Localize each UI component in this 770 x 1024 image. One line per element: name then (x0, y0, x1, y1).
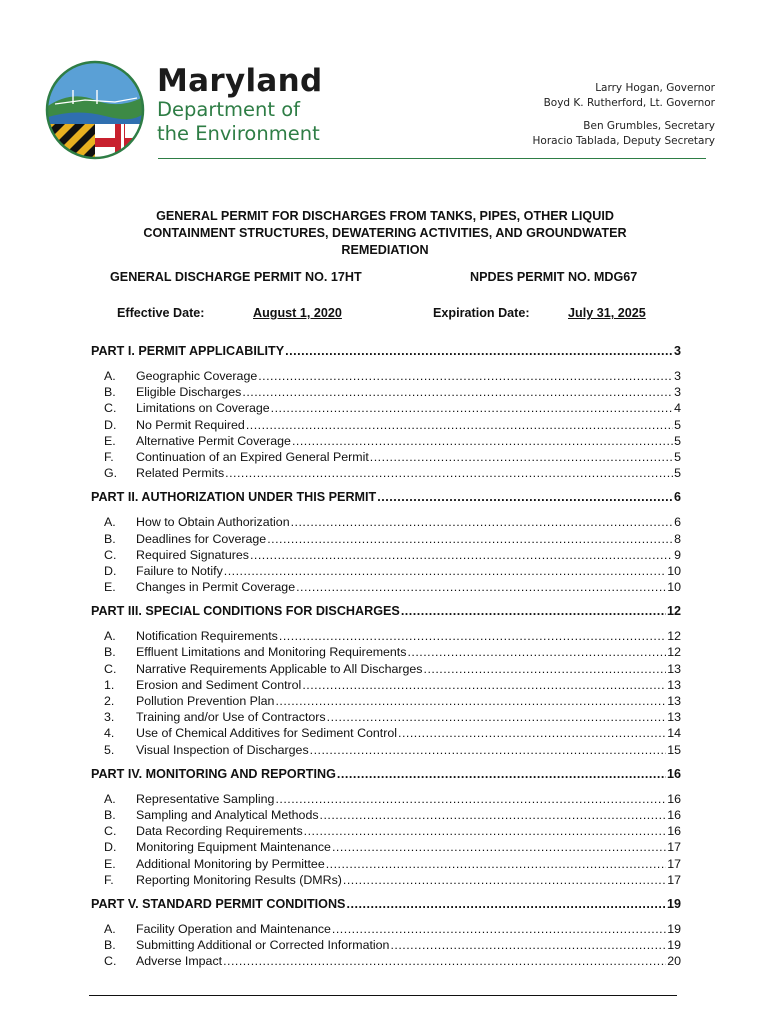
toc-leader-dots (304, 824, 667, 838)
toc-entry-label: Eligible Discharges (136, 385, 242, 400)
toc-entry[interactable] (91, 743, 681, 759)
toc-entry[interactable] (91, 662, 681, 678)
agency-state: Maryland (157, 63, 323, 99)
toc-page-number: 14 (667, 726, 681, 741)
toc-entry-label: Limitations on Coverage (136, 401, 270, 416)
toc-part-heading[interactable] (91, 604, 681, 621)
toc-entry[interactable] (91, 857, 681, 873)
toc-page-number: 19 (667, 921, 681, 936)
lt-governor: Boyd K. Rutherford, Lt. Governor (543, 96, 715, 109)
title-line-3: REMEDIATION (341, 243, 429, 257)
toc-entry[interactable] (91, 450, 681, 466)
toc-page-number: 10 (667, 563, 681, 578)
toc-entry-letter: A. (104, 629, 116, 644)
toc-leader-dots (225, 466, 673, 480)
toc-entry-letter: F. (104, 872, 114, 887)
toc-leader-dots (332, 922, 666, 936)
toc-entry[interactable] (91, 645, 681, 661)
toc-entry-letter: 3. (104, 710, 115, 725)
toc-entry-label: How to Obtain Authorization (136, 515, 290, 530)
toc-page-number: 6 (674, 515, 681, 530)
toc-leader-dots (326, 857, 666, 871)
toc-entry-label: Visual Inspection of Discharges (136, 742, 309, 757)
toc-leader-dots (267, 532, 673, 546)
toc-page-number: 13 (667, 677, 681, 692)
toc-entry[interactable] (91, 678, 681, 694)
toc-leader-dots (246, 418, 673, 432)
toc-entry[interactable] (91, 938, 681, 954)
toc-entry[interactable] (91, 629, 681, 645)
toc-entry[interactable] (91, 922, 681, 938)
toc-page-number: 13 (667, 694, 681, 708)
toc-page-number: 17 (667, 840, 681, 855)
title-line-1: GENERAL PERMIT FOR DISCHARGES FROM TANKS, PIPES, OTHER LIQUID (156, 209, 614, 223)
toc-leader-dots (398, 726, 666, 740)
toc-entry-letter: F. (104, 449, 114, 464)
toc-page-number: 3 (674, 385, 681, 400)
toc-entry-label: Continuation of an Expired General Permit (136, 449, 369, 464)
toc-part-title: PART II. AUTHORIZATION UNDER THIS PERMIT (91, 490, 377, 505)
toc-leader-dots (258, 369, 673, 383)
effective-date: August 1, 2020 (253, 306, 342, 320)
toc-page-number: 3 (673, 344, 681, 358)
toc-entry[interactable] (91, 548, 681, 564)
npdes-permit-number: NPDES PERMIT NO. MDG67 (470, 270, 638, 284)
toc-entry-label: Deadlines for Coverage (136, 531, 267, 546)
toc-entry[interactable] (91, 401, 681, 417)
toc-entry-label: Alternative Permit Coverage (136, 433, 291, 448)
toc-entry-letter: B. (104, 645, 116, 660)
toc-leader-dots (224, 564, 666, 578)
toc-entry-label: Data Recording Requirements (136, 824, 303, 839)
toc-entry-letter: A. (104, 921, 116, 936)
toc-entry-label: Failure to Notify (136, 563, 223, 578)
toc-part-heading[interactable] (91, 767, 681, 784)
toc-entry[interactable] (91, 564, 681, 580)
toc-leader-dots (346, 897, 666, 911)
toc-page-number: 8 (674, 531, 681, 546)
toc-entry-letter: B. (104, 531, 116, 546)
toc-page-number: 9 (674, 547, 681, 562)
general-permit-number: GENERAL DISCHARGE PERMIT NO. 17HT (110, 270, 362, 284)
toc-page-number: 16 (666, 766, 681, 781)
toc-entry[interactable] (91, 726, 681, 742)
toc-part-title: PART IV. MONITORING AND REPORTING (91, 766, 336, 781)
toc-entry[interactable] (91, 808, 681, 824)
toc-leader-dots (275, 792, 666, 806)
toc-page-number: 16 (667, 807, 681, 822)
toc-entry-letter: B. (104, 807, 116, 822)
toc-entry-label: Monitoring Equipment Maintenance (136, 840, 331, 855)
toc-leader-dots (279, 629, 666, 643)
toc-entry[interactable] (91, 385, 681, 401)
toc-page-number: 15 (667, 742, 681, 757)
toc-entry-label: Changes in Permit Coverage (136, 580, 296, 595)
toc-page-number: 12 (666, 604, 681, 619)
toc-entry-letter: E. (104, 856, 116, 871)
toc-entry-letter: A. (104, 515, 116, 530)
toc-page-number: 5 (674, 466, 681, 481)
toc-page-number: 17 (667, 872, 681, 887)
toc-entry-letter: 2. (104, 694, 115, 708)
toc-entry[interactable] (91, 710, 681, 726)
toc-leader-dots (291, 515, 673, 529)
toc-entry[interactable] (91, 873, 681, 889)
toc-entry-letter: D. (104, 563, 117, 578)
toc-leader-dots (337, 767, 666, 781)
toc-page-number: 10 (667, 580, 681, 595)
toc-entry-label: Narrative Requirements Applicable to All Discharges (136, 661, 423, 676)
toc-leader-dots (250, 548, 673, 562)
toc-entry-label: Use of Chemical Additives for Sediment Control (136, 726, 398, 741)
toc-leader-dots (310, 743, 667, 757)
toc-entry-letter: C. (104, 954, 117, 969)
toc-leader-dots (343, 873, 666, 887)
toc-entry-label: No Permit Required (136, 417, 245, 432)
toc-page-number: 17 (667, 856, 681, 871)
mde-seal-logo (45, 60, 145, 160)
toc-entry-label: Erosion and Sediment Control (136, 677, 302, 692)
toc-page-number: 19 (666, 896, 681, 911)
toc-page-number: 4 (674, 401, 681, 416)
toc-entry[interactable] (91, 840, 681, 856)
table-of-contents (91, 344, 681, 978)
toc-entry-letter: C. (104, 661, 117, 676)
governor: Larry Hogan, Governor (595, 82, 715, 94)
toc-entry-letter: G. (104, 466, 118, 481)
document-title (100, 208, 670, 259)
agency-dept-line1: Department of (157, 98, 300, 121)
toc-entry-letter: E. (104, 433, 116, 448)
toc-entry-label: Required Signatures (136, 547, 249, 562)
toc-page-number: 13 (667, 710, 681, 725)
toc-page-number: 5 (674, 433, 681, 448)
toc-entry[interactable] (91, 532, 681, 548)
header-divider (158, 158, 706, 159)
effective-date-label: Effective Date: (117, 306, 205, 320)
toc-leader-dots (320, 808, 667, 822)
toc-leader-dots (332, 840, 666, 854)
toc-part-heading[interactable] (91, 344, 681, 361)
toc-entry-letter: 5. (104, 742, 115, 757)
toc-leader-dots (327, 710, 667, 724)
expiration-date-label: Expiration Date: (433, 306, 530, 320)
toc-entry[interactable] (91, 418, 681, 434)
toc-entry-label: Effluent Limitations and Monitoring Requirements (136, 645, 407, 660)
toc-part-title: PART V. STANDARD PERMIT CONDITIONS (91, 896, 346, 911)
agency-name (157, 64, 322, 146)
toc-page-number: 5 (674, 449, 681, 464)
toc-part-heading[interactable] (91, 897, 681, 914)
toc-entry-letter: A. (104, 791, 116, 806)
toc-entry[interactable] (91, 694, 681, 710)
toc-entry-letter: D. (104, 417, 117, 432)
toc-entry-label: Representative Sampling (136, 791, 275, 806)
toc-entry-label: Pollution Prevention Plan (136, 694, 275, 708)
title-line-2: CONTAINMENT STRUCTURES, DEWATERING ACTIVITIES, AND GROUNDWATER (143, 226, 627, 240)
toc-leader-dots (223, 954, 666, 968)
toc-entry-letter: A. (104, 369, 116, 383)
secretary: Ben Grumbles, Secretary (583, 120, 715, 132)
toc-leader-dots (292, 434, 673, 448)
toc-entry-letter: C. (104, 401, 117, 416)
toc-page-number: 16 (667, 791, 681, 806)
toc-entry[interactable] (91, 466, 681, 482)
officials-list (533, 81, 715, 148)
toc-entry[interactable] (91, 792, 681, 808)
toc-leader-dots (285, 344, 673, 358)
toc-page-number: 20 (667, 954, 681, 969)
toc-entry-label: Geographic Coverage (136, 369, 258, 383)
toc-entry[interactable] (91, 954, 681, 970)
toc-page-number: 16 (667, 824, 681, 839)
toc-entry-label: Notification Requirements (136, 629, 278, 644)
expiration-date: July 31, 2025 (568, 306, 646, 320)
toc-page-number: 6 (673, 490, 681, 505)
toc-entry-letter: B. (104, 385, 116, 400)
toc-leader-dots (390, 938, 666, 952)
footer-divider (89, 995, 677, 996)
toc-entry-label: Adverse Impact (136, 954, 223, 969)
toc-entry-letter: D. (104, 840, 117, 855)
deputy-secretary: Horacio Tablada, Deputy Secretary (532, 134, 715, 147)
toc-entry-label: Sampling and Analytical Methods (136, 807, 319, 822)
toc-entry-label: Submitting Additional or Corrected Information (136, 938, 390, 953)
toc-page-number: 13 (667, 661, 681, 676)
toc-leader-dots (377, 490, 673, 504)
agency-dept-line2: the Environment (157, 122, 320, 145)
toc-entry-letter: 4. (104, 726, 115, 741)
toc-entry[interactable] (91, 369, 681, 385)
toc-page-number: 3 (674, 369, 681, 383)
toc-part-title: PART I. PERMIT APPLICABILITY (91, 344, 285, 358)
toc-leader-dots (296, 580, 666, 594)
toc-page-number: 12 (667, 629, 681, 644)
toc-entry-letter: 1. (104, 677, 115, 692)
toc-page-number: 5 (674, 417, 681, 432)
toc-leader-dots (271, 401, 673, 415)
toc-part-heading[interactable] (91, 490, 681, 507)
toc-page-number: 12 (667, 645, 681, 660)
toc-entry-label: Related Permits (136, 466, 225, 481)
toc-entry-label: Training and/or Use of Contractors (136, 710, 326, 725)
toc-part-title: PART III. SPECIAL CONDITIONS FOR DISCHARGES (91, 604, 400, 619)
toc-leader-dots (407, 645, 666, 659)
toc-entry-label: Facility Operation and Maintenance (136, 921, 331, 936)
toc-leader-dots (242, 385, 673, 399)
toc-leader-dots (302, 678, 666, 692)
toc-leader-dots (370, 450, 673, 464)
toc-leader-dots (275, 694, 666, 708)
toc-entry-letter: C. (104, 824, 117, 839)
toc-leader-dots (401, 604, 666, 618)
toc-page-number: 19 (667, 938, 681, 953)
letterhead (45, 60, 715, 160)
toc-entry-label: Additional Monitoring by Permittee (136, 856, 325, 871)
toc-entry-label: Reporting Monitoring Results (DMRs) (136, 872, 342, 887)
toc-entry-letter: E. (104, 580, 116, 595)
toc-leader-dots (424, 662, 667, 676)
toc-entry[interactable] (91, 824, 681, 840)
toc-entry[interactable] (91, 580, 681, 596)
toc-entry[interactable] (91, 515, 681, 531)
toc-entry[interactable] (91, 434, 681, 450)
toc-entry-letter: C. (104, 547, 117, 562)
toc-entry-letter: B. (104, 938, 116, 953)
